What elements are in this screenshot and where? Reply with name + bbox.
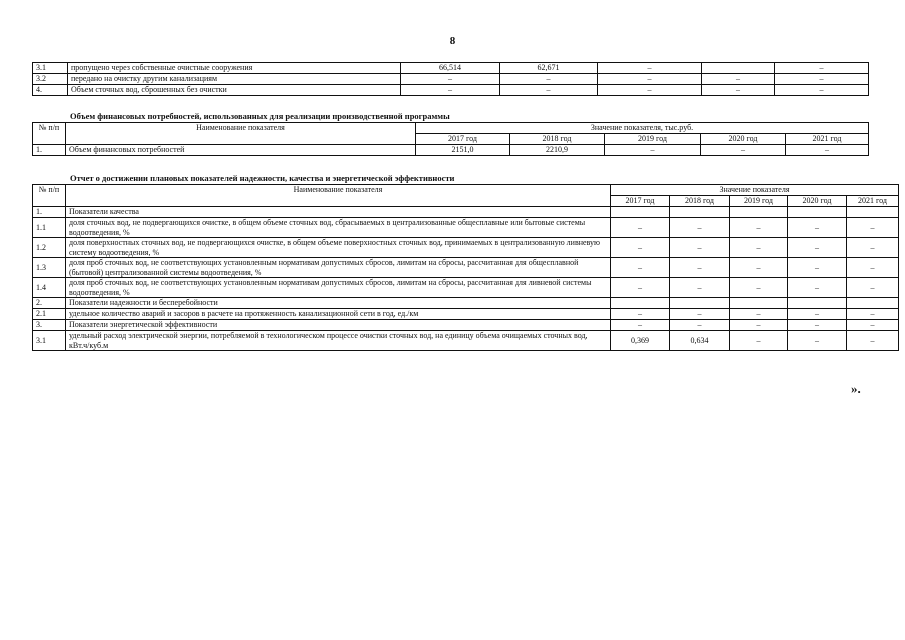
header-num: № п/п bbox=[33, 123, 66, 145]
table-row bbox=[33, 238, 899, 258]
year-header: 2017 год bbox=[611, 196, 670, 207]
row-name: Показатели качества bbox=[66, 207, 611, 218]
row-name: передано на очистку другим канализациям bbox=[68, 74, 401, 85]
row-name: пропущено через собственные очистные сооружения bbox=[68, 63, 401, 74]
row-number: 4. bbox=[33, 85, 68, 96]
row-value: – bbox=[788, 320, 847, 331]
row-value: – bbox=[847, 258, 899, 278]
row-value: – bbox=[598, 74, 702, 85]
row-value: – bbox=[401, 74, 500, 85]
financial-needs-title: Объем финансовых потребностей, использованных для реализации производственной программы bbox=[70, 111, 450, 121]
header-values: Значение показателя, тыс.руб. bbox=[416, 123, 869, 134]
row-value bbox=[702, 63, 775, 74]
year-header: 2021 год bbox=[847, 196, 899, 207]
row-value: – bbox=[847, 238, 899, 258]
row-value-empty bbox=[847, 207, 899, 218]
table-row bbox=[33, 218, 899, 238]
row-value: – bbox=[847, 309, 899, 320]
header-num: № п/п bbox=[33, 185, 66, 207]
year-header: 2017 год bbox=[416, 134, 510, 145]
row-value: 0,634 bbox=[670, 331, 730, 351]
row-value: – bbox=[500, 74, 598, 85]
row-name: удельный расход электрической энергии, потребляемой в технологическом процессе очистки сточных вод, на единицу объема очищаемых сточных вод, кВт.ч/куб.м bbox=[66, 331, 611, 351]
table-row bbox=[33, 298, 899, 309]
row-value: – bbox=[730, 331, 788, 351]
year-header: 2018 год bbox=[510, 134, 605, 145]
row-value: – bbox=[611, 320, 670, 331]
row-value: – bbox=[611, 238, 670, 258]
row-value: – bbox=[598, 63, 702, 74]
wastewater-volume-table bbox=[32, 62, 869, 96]
row-value: – bbox=[670, 258, 730, 278]
row-name: доля проб сточных вод, не соответствующих установленным нормативам допустимых сбросов, лимитам на сбросы, рассчитанная для общесплавной (бытовой) централизованной системы водоотведения, % bbox=[66, 258, 611, 278]
row-value: – bbox=[786, 145, 869, 156]
table-row bbox=[33, 278, 899, 298]
reliability-report-title: Отчет о достижении плановых показателей надежности, качества и энергетической эффективности bbox=[70, 173, 455, 183]
row-name: Показатели энергетической эффективности bbox=[66, 320, 611, 331]
row-number: 1.1 bbox=[33, 218, 66, 238]
row-value: – bbox=[730, 218, 788, 238]
row-number: 1. bbox=[33, 145, 66, 156]
row-value: – bbox=[775, 74, 869, 85]
table-row bbox=[33, 207, 899, 218]
row-value: – bbox=[775, 63, 869, 74]
row-name: доля проб сточных вод, не соответствующих установленным нормативам допустимых сбросов, лимитам на сбросы, рассчитанная для ливневой системы водоотведения, % bbox=[66, 278, 611, 298]
row-value: – bbox=[788, 258, 847, 278]
row-value: – bbox=[611, 258, 670, 278]
row-value: – bbox=[847, 331, 899, 351]
row-value: – bbox=[788, 331, 847, 351]
row-number: 3.1 bbox=[33, 331, 66, 351]
row-value-empty bbox=[730, 298, 788, 309]
row-value: – bbox=[788, 278, 847, 298]
row-value-empty bbox=[670, 298, 730, 309]
row-number: 3. bbox=[33, 320, 66, 331]
row-value: – bbox=[500, 85, 598, 96]
row-name: доля поверхностных сточных вод, не подвергающихся очистке, в общем объеме поверхностных сточных вод, принимаемых в централизованную ливневую систему водоотведения, % bbox=[66, 238, 611, 258]
row-value: – bbox=[701, 145, 786, 156]
year-header: 2020 год bbox=[701, 134, 786, 145]
table-row bbox=[33, 74, 869, 85]
year-header: 2021 год bbox=[786, 134, 869, 145]
row-value: – bbox=[611, 218, 670, 238]
table-row bbox=[33, 331, 899, 351]
row-value: – bbox=[670, 309, 730, 320]
row-number: 1.3 bbox=[33, 258, 66, 278]
row-value: – bbox=[775, 85, 869, 96]
row-number: 2.1 bbox=[33, 309, 66, 320]
row-number: 3.2 bbox=[33, 74, 68, 85]
row-value: – bbox=[611, 278, 670, 298]
row-value: – bbox=[730, 309, 788, 320]
row-number: 2. bbox=[33, 298, 66, 309]
row-name: доля сточных вод, не подвергающихся очистке, в общем объеме сточных вод, сбрасываемых в централизованные общесплавные или бытовые системы водоотведения, % bbox=[66, 218, 611, 238]
row-value: – bbox=[730, 258, 788, 278]
header-name: Наименование показателя bbox=[66, 185, 611, 207]
row-value: – bbox=[847, 278, 899, 298]
financial-needs-table bbox=[32, 122, 869, 156]
row-value: – bbox=[730, 238, 788, 258]
reliability-indicators-table bbox=[32, 184, 899, 351]
row-value: – bbox=[670, 238, 730, 258]
row-number: 3.1 bbox=[33, 63, 68, 74]
year-header: 2020 год bbox=[788, 196, 847, 207]
row-value: 2210,9 bbox=[510, 145, 605, 156]
row-value: – bbox=[605, 145, 701, 156]
year-header: 2019 год bbox=[605, 134, 701, 145]
row-value-empty bbox=[788, 298, 847, 309]
page-number: 8 bbox=[449, 35, 456, 47]
table-row bbox=[33, 309, 899, 320]
row-number: 1. bbox=[33, 207, 66, 218]
row-name: удельное количество аварий и засоров в расчете на протяженность канализационной сети в год, ед./км bbox=[66, 309, 611, 320]
row-value: – bbox=[670, 278, 730, 298]
row-value-empty bbox=[670, 207, 730, 218]
year-header: 2019 год bbox=[730, 196, 788, 207]
row-number: 1.2 bbox=[33, 238, 66, 258]
row-value-empty bbox=[611, 298, 670, 309]
row-value: 62,671 bbox=[500, 63, 598, 74]
row-value: – bbox=[611, 309, 670, 320]
row-value: – bbox=[788, 238, 847, 258]
row-value: – bbox=[702, 74, 775, 85]
year-header: 2018 год bbox=[670, 196, 730, 207]
header-values: Значение показателя bbox=[611, 185, 899, 196]
table-row bbox=[33, 145, 869, 156]
table-row bbox=[33, 320, 899, 331]
header-name: Наименование показателя bbox=[66, 123, 416, 145]
table-row bbox=[33, 258, 899, 278]
row-value: – bbox=[788, 309, 847, 320]
row-value: – bbox=[670, 320, 730, 331]
row-name: Объем сточных вод, сброшенных без очистки bbox=[68, 85, 401, 96]
row-value-empty bbox=[611, 207, 670, 218]
row-value: 2151,0 bbox=[416, 145, 510, 156]
row-value: 66,514 bbox=[401, 63, 500, 74]
row-value: – bbox=[847, 218, 899, 238]
row-value: – bbox=[788, 218, 847, 238]
closing-quote-mark: ». bbox=[851, 381, 861, 396]
row-value-empty bbox=[847, 298, 899, 309]
row-number: 1.4 bbox=[33, 278, 66, 298]
table-row bbox=[33, 85, 869, 96]
row-value: – bbox=[670, 218, 730, 238]
row-value: – bbox=[598, 85, 702, 96]
row-name: Объем финансовых потребностей bbox=[66, 145, 416, 156]
row-value: – bbox=[730, 320, 788, 331]
row-name: Показатели надежности и бесперебойности bbox=[66, 298, 611, 309]
table-row bbox=[33, 63, 869, 74]
row-value: – bbox=[847, 320, 899, 331]
row-value: – bbox=[702, 85, 775, 96]
row-value: – bbox=[730, 278, 788, 298]
row-value-empty bbox=[788, 207, 847, 218]
row-value: – bbox=[401, 85, 500, 96]
row-value-empty bbox=[730, 207, 788, 218]
row-value: 0,369 bbox=[611, 331, 670, 351]
